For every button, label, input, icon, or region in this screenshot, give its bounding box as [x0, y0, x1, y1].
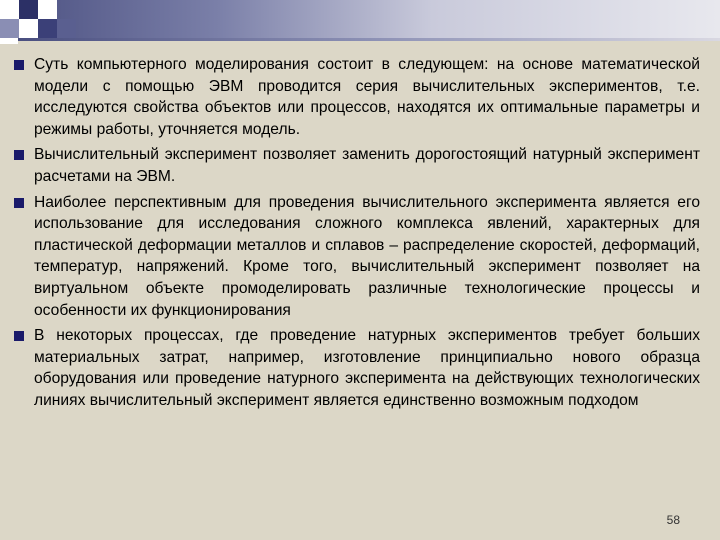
bullet-item-3 [12, 192, 700, 322]
header-decoration [0, 0, 720, 38]
bullet-text: Наиболее перспективным для проведения вычислительного эксперимента является его использование для исследования сложного комплекса явлений, характерных для пластической деформации металлов и сплавов – распределение скоростей, деформаций, температур, напряжений. Кроме того, вычислительный эксперимент позволяет на виртуальном объекте промоделировать различные технологические процессы и особенности их функционирования [34, 193, 700, 319]
left-edge [0, 38, 18, 44]
square-bullet-icon [14, 331, 24, 341]
square-bullet-icon [14, 150, 24, 160]
bullet-text: Суть компьютерного моделирования состоит в следующем: на основе математической модели с помощью ЭВМ проводится серия вычислительных экспериментов, т.е. исследуются свойства объектов или процессов, находятся их оптимальные параметры и режимы работы, уточняется модель. [34, 56, 700, 138]
header-divider [18, 38, 720, 41]
bullet-item-1 [12, 54, 700, 140]
bullet-text: Вычислительный эксперимент позволяет заменить дорогостоящий натурный эксперимент расчетами на ЭВМ. [34, 146, 700, 185]
bullet-item-4 [12, 325, 700, 411]
bullet-text: В некоторых процессах, где проведение натурных экспериментов требует больших материальных затрат, например, изготовление принципиально нового образца оборудования или проведение натурного эксперимента на действующих технологических линиях вычислительный эксперимент является единственно возможным подходом [34, 327, 700, 409]
page-number: 58 [666, 513, 680, 527]
square-bullet-icon [14, 60, 24, 70]
bullet-list [12, 54, 700, 416]
square-bullet-icon [14, 198, 24, 208]
bullet-item-2 [12, 144, 700, 187]
